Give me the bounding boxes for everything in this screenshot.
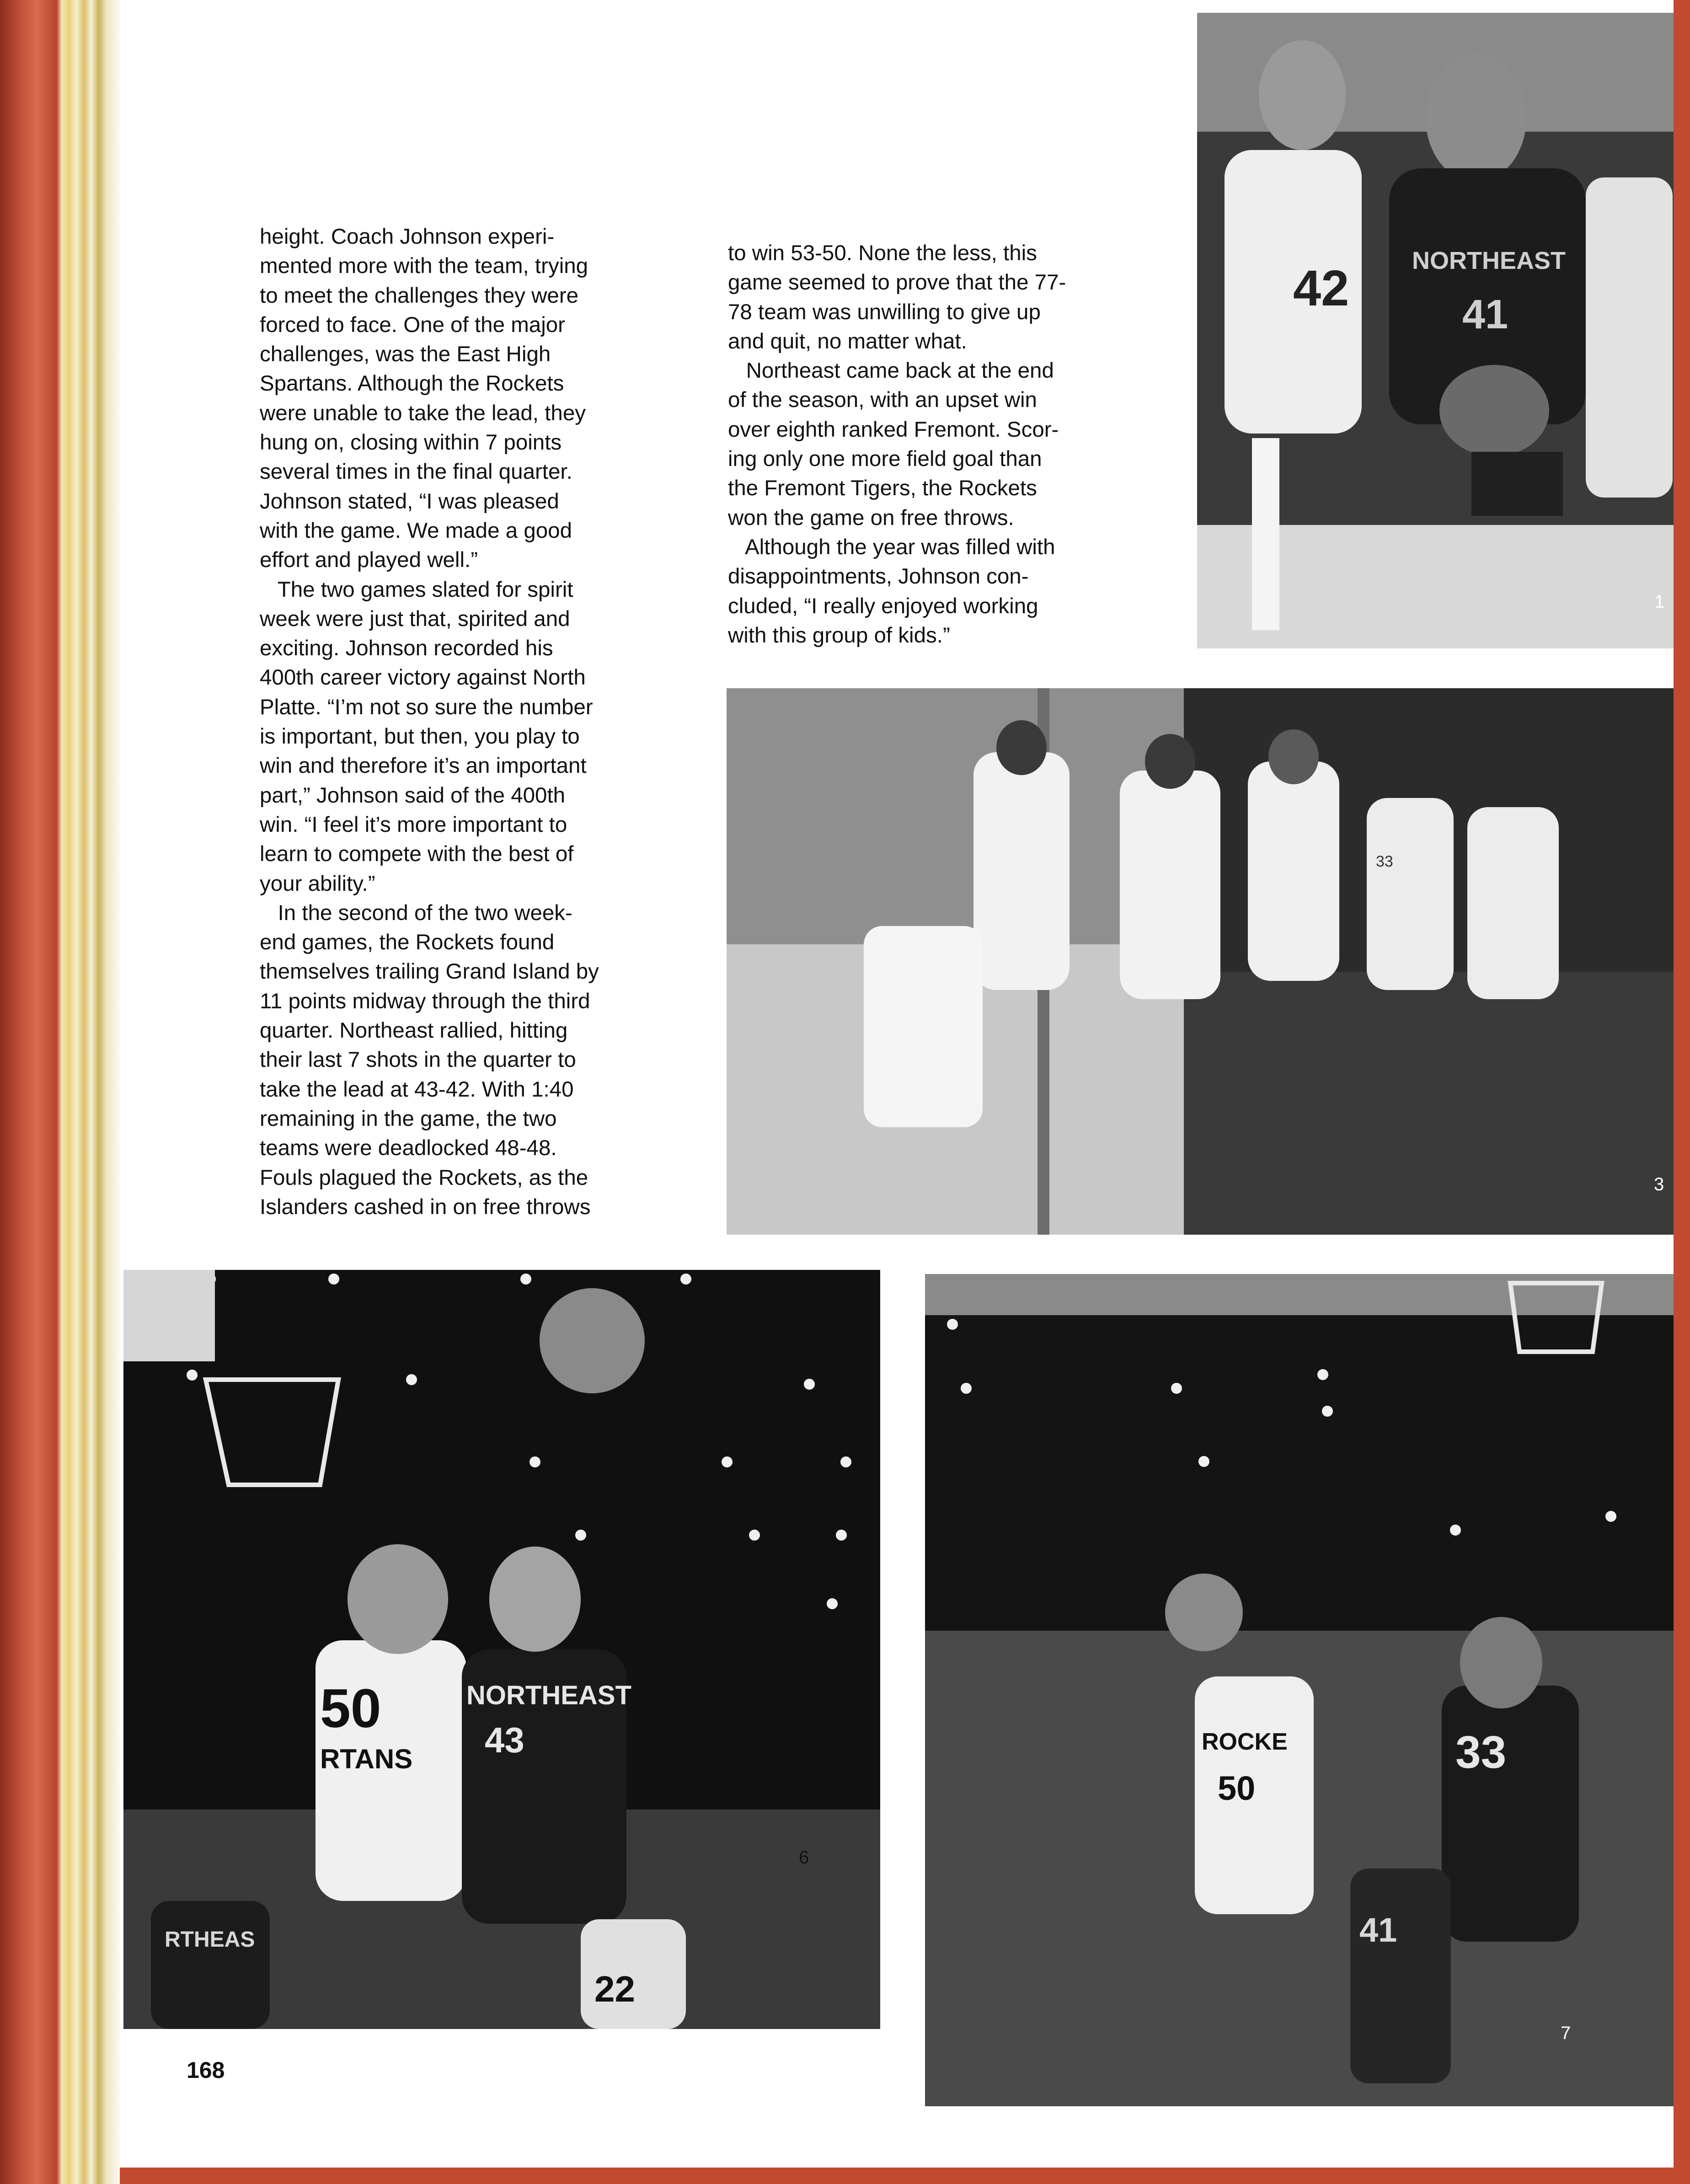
photo-3 — [727, 688, 1674, 1235]
photo-7-image — [925, 1274, 1674, 2106]
book-cover-edge-bottom — [120, 2168, 1690, 2184]
photo-1-number: 1 — [1654, 592, 1665, 612]
photo-7-jersey-50: 50 — [1218, 1769, 1256, 1807]
book-binding-edge — [0, 0, 123, 2184]
photo-1-jersey-42: 42 — [1293, 260, 1349, 316]
photo-3-number: 3 — [1654, 1174, 1664, 1194]
photo-6-jersey-northeast-small: RTHEAS — [165, 1927, 255, 1952]
photo-7-jersey-rockets: ROCKE — [1202, 1729, 1288, 1755]
photo-1 — [1197, 13, 1674, 648]
article-column-2: to win 53-50. None the less, this game seemed to prove that the 77- 78 team was unwilling to give up and quit, no matter what. Northeast came back at the end of the season, with an upset win over eighth ranked Fremont. Scor- ing only one more field goal than the Fremont Tigers, the Rockets won the game on free throws. Although the year was filled with disappointments, Johnson con- cluded, “I really enjoyed working with this group of kids.” — [728, 241, 1066, 648]
article-column-1: height. Coach Johnson experi- mented more with the team, trying to meet the challenges they were forced to face. One of the major challenges, was the East High Spartans. Although the Rockets were unable to take the lead, they hung on, closing within 7 points several times in the final quarter. Johnson stated, “I was pleased with the game. We made a good effort and played well.” The two games slated for spirit week were just that, spirited and exciting. Johnson recorded his 400th career victory against North Platte. “I’m not so sure the number is important, but then, you play to win and therefore it’s an important part,” Johnson said of the 400th win. “I feel it’s more important to learn to compete with the best of your ability.” In the second of the two week- end games, the Rockets found themselves trailing Grand Island by 11 points midway through the third quarter. Northeast rallied, hitting their last 7 shots in the quarter to take the lead at 43-42. With 1:40 remaining in the game, the two teams were deadlocked 48-48. Fouls plagued the Rockets, as the Islanders cashed in on free throws — [260, 225, 599, 1219]
photo-6 — [123, 1270, 880, 2029]
photo-6-image — [123, 1270, 880, 2029]
photo-6-jersey-22: 22 — [594, 1969, 635, 2009]
photo-6-jersey-50: 50 — [320, 1678, 381, 1739]
photo-3-image — [727, 688, 1674, 1235]
photo-6-jersey-spartans: RTANS — [320, 1744, 413, 1774]
photo-1-jersey-41: 41 — [1462, 292, 1508, 337]
photo-7 — [925, 1274, 1674, 2106]
photo-6-jersey-northeast: NORTHEAST — [466, 1681, 631, 1710]
page-number: 168 — [187, 2057, 225, 2083]
photo-1-jersey-northeast: NORTHEAST — [1412, 247, 1566, 274]
book-cover-edge-right — [1674, 0, 1690, 2184]
photo-7-jersey-41: 41 — [1359, 1911, 1397, 1949]
photo-6-jersey-43: 43 — [485, 1720, 524, 1760]
photo-3-jersey-33: 33 — [1376, 853, 1393, 870]
photo-7-jersey-33: 33 — [1455, 1727, 1507, 1778]
photo-7-number: 7 — [1561, 2023, 1571, 2043]
photo-6-number: 6 — [799, 1847, 809, 1868]
photo-1-image — [1197, 13, 1674, 648]
